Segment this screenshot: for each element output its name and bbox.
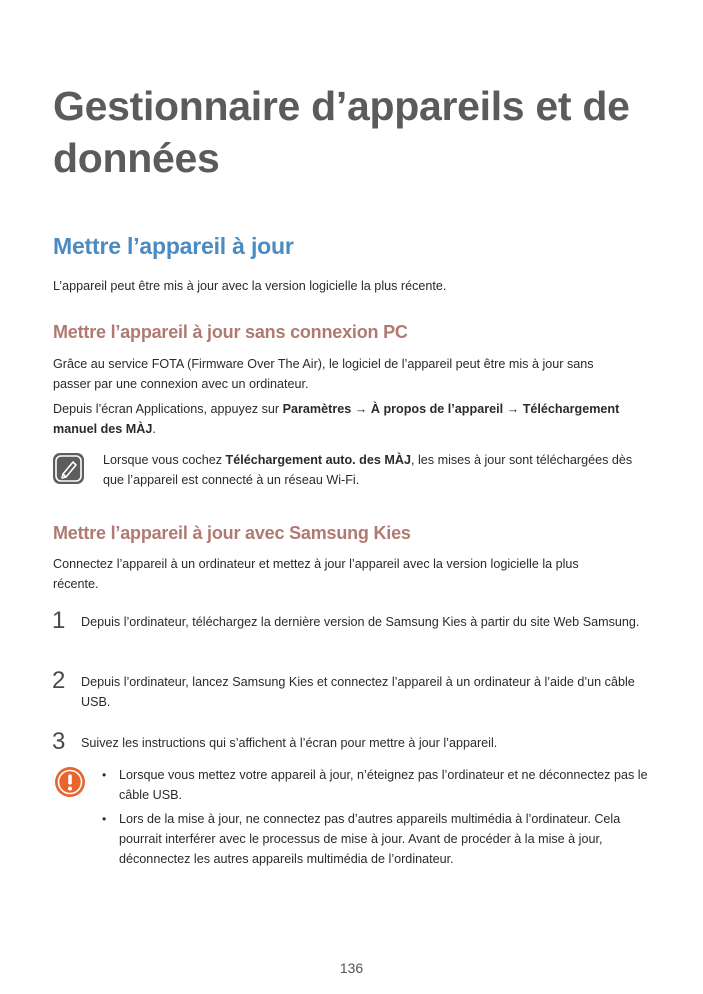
- fota-subtitle: Mettre l’appareil à jour sans connexion PC: [53, 322, 408, 342]
- step-number: 3: [52, 728, 66, 755]
- menu-path-manual-download: Téléchargement manuel des MÀJ: [53, 402, 620, 436]
- page-number: 136: [339, 960, 364, 976]
- menu-path-about-device: À propos de l’appareil: [370, 402, 504, 416]
- section-intro: L’appareil peut être mis à jour avec la version logicielle la plus récente.: [53, 279, 447, 293]
- step-number: 2: [52, 667, 66, 694]
- section-title: Mettre l’appareil à jour: [53, 233, 294, 259]
- fota-instructions: Depuis l’écran Applications, appuyez sur Paramètres → À propos de l’appareil → Téléchargement manuel des MÀJ.: [53, 402, 620, 436]
- kies-intro: Connectez l’appareil à un ordinateur et mettez à jour l’appareil avec la version logicielle la plus récente.: [53, 557, 579, 591]
- step-text: Depuis l’ordinateur, lancez Samsung Kies et connectez l’appareil à un ordinateur à l’aide d’un câble USB.: [81, 675, 635, 709]
- bullet-dot: •: [102, 768, 107, 782]
- step-number: 1: [52, 607, 66, 634]
- pencil-note-icon: [53, 453, 84, 484]
- exclamation-warning-icon: [54, 766, 86, 798]
- menu-path-settings: Paramètres: [282, 402, 352, 416]
- bullet-dot: •: [102, 812, 107, 826]
- step-text: Depuis l’ordinateur, téléchargez la dernière version de Samsung Kies à partir du site Web Samsung.: [81, 615, 640, 629]
- note-text: Lorsque vous cochez Téléchargement auto. des MÀJ, les mises à jour sont téléchargées dès que l’appareil est connecté à un réseau Wi-Fi.: [103, 453, 633, 487]
- kies-subtitle: Mettre l’appareil à jour avec Samsung Kies: [53, 523, 411, 543]
- fota-paragraph: Grâce au service FOTA (Firmware Over The Air), le logiciel de l’appareil peut être mis à jour sans passer par une connexion avec un ordinateur.: [53, 357, 594, 391]
- warning-item: Lorsque vous mettez votre appareil à jour, n’éteignez pas l’ordinateur et ne déconnectez pas le câble USB.: [119, 768, 648, 802]
- chapter-title: Gestionnaire d’appareils et de données: [53, 83, 630, 181]
- warning-item: Lors de la mise à jour, ne connectez pas d’autres appareils multimédia à l’ordinateur. Cela pourrait interférer avec le processus de mise à jour. Avant de procéder à la mise à jour, déconnectez les autres appareils multimédia de l’ordinateur.: [119, 812, 621, 866]
- step-text: Suivez les instructions qui s’affichent à l’écran pour mettre à jour l’appareil.: [81, 736, 498, 750]
